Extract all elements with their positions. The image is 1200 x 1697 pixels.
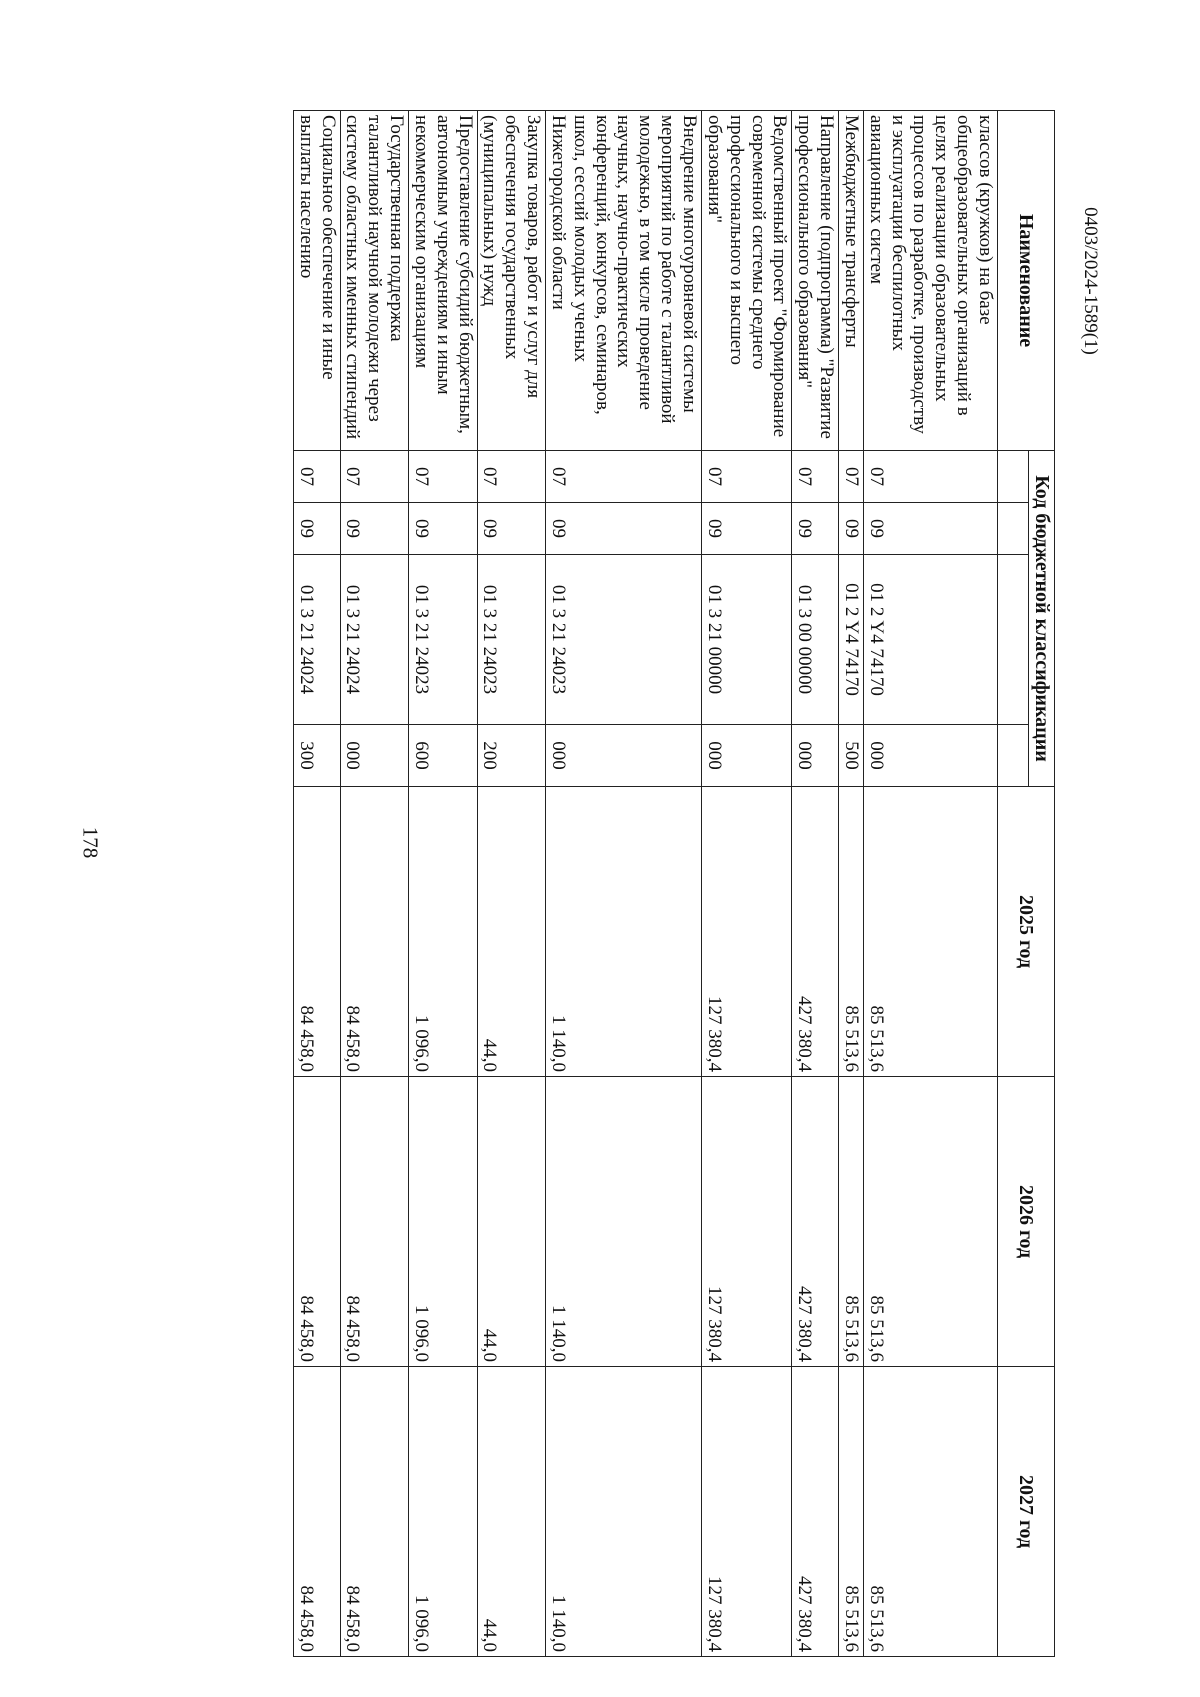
row-2025: 1 140,0 — [546, 787, 702, 1077]
row-subsection: 09 — [839, 503, 864, 555]
row-2026: 84 458,0 — [293, 1077, 340, 1367]
row-section: 07 — [340, 451, 409, 503]
row-2026: 44,0 — [477, 1077, 546, 1367]
header-name: Наименование — [998, 111, 1055, 451]
table-row — [792, 111, 839, 1657]
header-row — [1029, 111, 1055, 1657]
row-section: 07 — [546, 451, 702, 503]
table-row — [863, 111, 997, 1657]
header-code-expense-type — [998, 725, 1029, 787]
row-section: 07 — [863, 451, 997, 503]
header-code: Код бюджетной классификации — [1029, 451, 1055, 787]
row-2027: 1 140,0 — [546, 1367, 702, 1657]
row-2027: 85 513,6 — [839, 1367, 864, 1657]
table-row — [546, 111, 702, 1657]
header-code-section — [998, 451, 1029, 503]
row-expense-type: 000 — [340, 725, 409, 787]
row-subsection: 09 — [293, 503, 340, 555]
row-name: Закупка товаров, работ и услуг для обеспечения государственных (муниципальных) нужд — [477, 111, 546, 451]
row-expense-type: 500 — [839, 725, 864, 787]
row-subsection: 09 — [477, 503, 546, 555]
row-section: 07 — [409, 451, 478, 503]
row-2025: 84 458,0 — [340, 787, 409, 1077]
row-target: 01 3 21 24023 — [546, 555, 702, 725]
row-2026: 427 380,4 — [792, 1077, 839, 1367]
row-2026: 1 096,0 — [409, 1077, 478, 1367]
row-name: Предоставление субсидий бюджетным, автономным учреждениям и иным некоммерческим организациям — [409, 111, 478, 451]
row-2025: 85 513,6 — [863, 787, 997, 1077]
row-2025: 1 096,0 — [409, 787, 478, 1077]
budget-table — [293, 110, 1055, 1657]
rotated-table-frame — [155, 110, 1055, 1656]
table-row — [702, 111, 792, 1657]
row-target: 01 2 Y4 74170 — [839, 555, 864, 725]
row-subsection: 09 — [702, 503, 792, 555]
row-section: 07 — [792, 451, 839, 503]
row-2027: 44,0 — [477, 1367, 546, 1657]
row-subsection: 09 — [863, 503, 997, 555]
row-expense-type: 300 — [293, 725, 340, 787]
header-2026: 2026 год — [998, 1077, 1055, 1367]
row-target: 01 3 21 24024 — [293, 555, 340, 725]
page-number: 178 — [78, 826, 103, 859]
header-2025: 2025 год — [998, 787, 1055, 1077]
row-2025: 85 513,6 — [839, 787, 864, 1077]
row-name: Межбюджетные трансферты — [839, 111, 864, 451]
table-row — [477, 111, 546, 1657]
row-2027: 84 458,0 — [293, 1367, 340, 1657]
row-2025: 84 458,0 — [293, 787, 340, 1077]
row-2025: 44,0 — [477, 787, 546, 1077]
row-2027: 84 458,0 — [340, 1367, 409, 1657]
row-expense-type: 600 — [409, 725, 478, 787]
row-target: 01 3 00 00000 — [792, 555, 839, 725]
row-2027: 127 380,4 — [702, 1367, 792, 1657]
header-2027: 2027 год — [998, 1367, 1055, 1657]
row-subsection: 09 — [792, 503, 839, 555]
row-subsection: 09 — [340, 503, 409, 555]
row-target: 01 2 Y4 74170 — [863, 555, 997, 725]
table-row — [340, 111, 409, 1657]
row-name: Государственная поддержка талантливой научной молодежи через систему областных именных стипендий — [340, 111, 409, 451]
row-section: 07 — [293, 451, 340, 503]
row-2027: 1 096,0 — [409, 1367, 478, 1657]
row-target: 01 3 21 00000 — [702, 555, 792, 725]
row-2026: 84 458,0 — [340, 1077, 409, 1367]
row-name: Социальное обеспечение и иные выплаты населению — [293, 111, 340, 451]
row-target: 01 3 21 24023 — [477, 555, 546, 725]
row-name: Направление (подпрограмма) "Развитие профессионального образования" — [792, 111, 839, 451]
row-target: 01 3 21 24024 — [340, 555, 409, 725]
row-section: 07 — [702, 451, 792, 503]
row-expense-type: 000 — [546, 725, 702, 787]
table-row — [839, 111, 864, 1657]
row-2026: 127 380,4 — [702, 1077, 792, 1367]
row-expense-type: 000 — [863, 725, 997, 787]
row-name: классов (кружков) на базе общеобразовательных организаций в целях реализации образовательных процессов по разработке, производству и эксплуатации беспилотных авиационных систем — [863, 111, 997, 451]
row-name: Внедрение многоуровневой системы мероприятий по работе с талантливой молодежью, в том числе проведение научных, научно-практических конференций, конкурсов, семинаров, школ, сессий молодых ученых Нижегородской области — [546, 111, 702, 451]
row-expense-type: 200 — [477, 725, 546, 787]
row-subsection: 09 — [546, 503, 702, 555]
document-code: 0403/2024-1589(1) — [1080, 207, 1101, 355]
header-code-target — [998, 555, 1029, 725]
row-expense-type: 000 — [792, 725, 839, 787]
header-code-subsection — [998, 503, 1029, 555]
row-subsection: 09 — [409, 503, 478, 555]
row-2025: 427 380,4 — [792, 787, 839, 1077]
table-row — [409, 111, 478, 1657]
row-expense-type: 000 — [702, 725, 792, 787]
row-2027: 427 380,4 — [792, 1367, 839, 1657]
row-2025: 127 380,4 — [702, 787, 792, 1077]
row-section: 07 — [839, 451, 864, 503]
table-container — [155, 110, 1055, 1656]
row-2026: 1 140,0 — [546, 1077, 702, 1367]
table-row — [293, 111, 340, 1657]
row-2026: 85 513,6 — [863, 1077, 997, 1367]
row-section: 07 — [477, 451, 546, 503]
table-body — [293, 111, 997, 1657]
row-2027: 85 513,6 — [863, 1367, 997, 1657]
table-header — [998, 111, 1055, 1657]
row-target: 01 3 21 24023 — [409, 555, 478, 725]
row-name: Ведомственный проект "Формирование современной системы среднего профессионального и высшего образования" — [702, 111, 792, 451]
row-2026: 85 513,6 — [839, 1077, 864, 1367]
